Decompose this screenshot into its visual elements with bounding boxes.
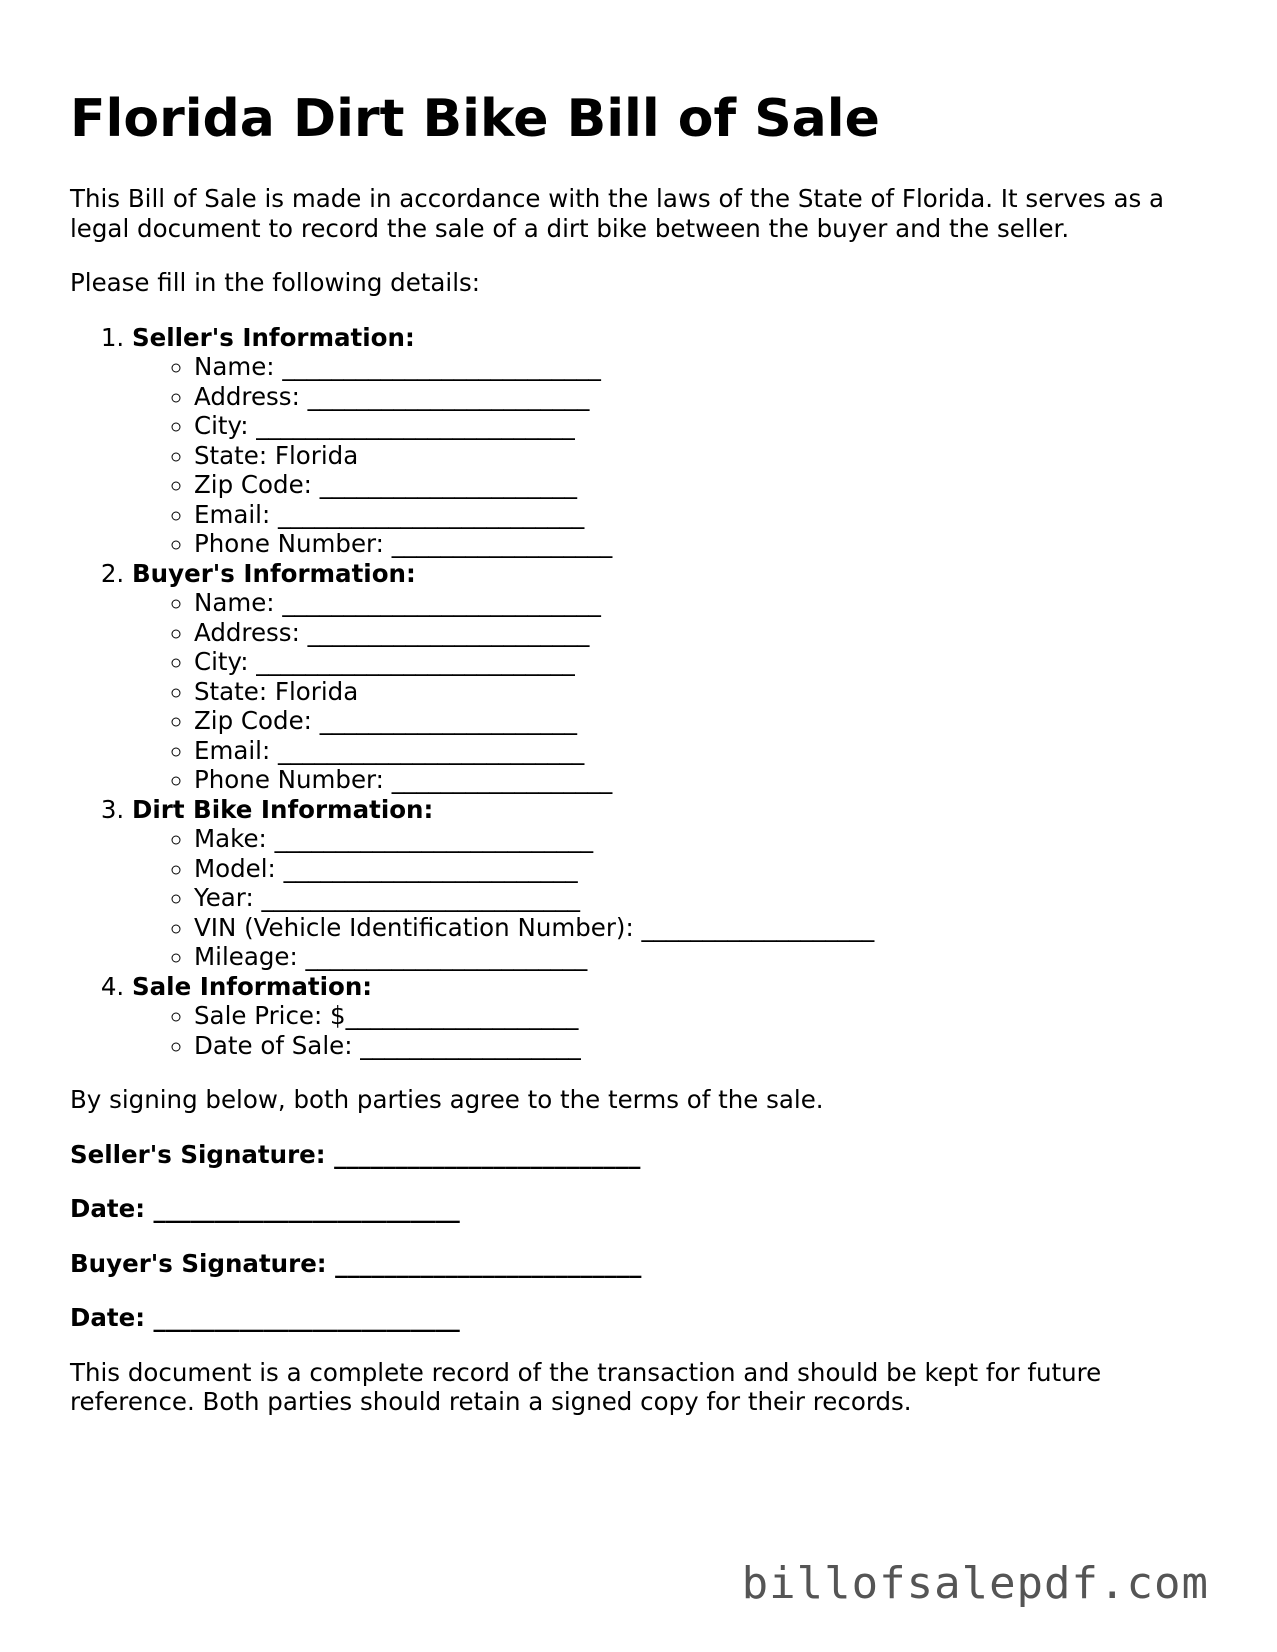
field-sale-price[interactable]: ◦ Sale Price: $___________________ xyxy=(194,1001,1210,1031)
section-title: Seller's Information: xyxy=(132,322,415,352)
field-date-of-sale[interactable]: ◦ Date of Sale: __________________ xyxy=(194,1031,1210,1061)
section-buyer xyxy=(132,559,1210,795)
field-zip-code[interactable]: ◦ Zip Code: _____________________ xyxy=(194,706,1210,736)
field-city[interactable]: ◦ City: __________________________ xyxy=(194,411,1210,441)
section-title: Dirt Bike Information: xyxy=(132,794,434,824)
field-email[interactable]: ◦ Email: _________________________ xyxy=(194,736,1210,766)
intro-paragraph: This Bill of Sale is made in accordance with the laws of the State of Florida. It serves as a legal document to record the sale of a dirt bike between the buyer and the seller. xyxy=(70,184,1165,243)
section-dirt-bike xyxy=(132,795,1210,972)
field-email[interactable]: ◦ Email: _________________________ xyxy=(194,500,1210,530)
field-address[interactable]: ◦ Address: _______________________ xyxy=(194,382,1210,412)
watermark-text: billofsalepdf.com xyxy=(741,1558,1209,1609)
section-sale xyxy=(132,972,1210,1061)
field-model[interactable]: ◦ Model: ________________________ xyxy=(194,854,1210,884)
document-title: Florida Dirt Bike Bill of Sale xyxy=(70,89,880,149)
field-make[interactable]: ◦ Make: __________________________ xyxy=(194,824,1210,854)
field-state: ◦ State: Florida xyxy=(194,441,1210,471)
field-list xyxy=(132,352,1210,559)
buyer-date-line[interactable]: Date: _________________________ xyxy=(70,1303,460,1332)
field-phone-number[interactable]: ◦ Phone Number: __________________ xyxy=(194,529,1210,559)
field-phone-number[interactable]: ◦ Phone Number: __________________ xyxy=(194,765,1210,795)
agreement-text: By signing below, both parties agree to the terms of the sale. xyxy=(70,1085,824,1114)
field-year[interactable]: ◦ Year: __________________________ xyxy=(194,883,1210,913)
document-page xyxy=(70,88,1210,1442)
closing-paragraph: This document is a complete record of the transaction and should be kept for future reference. Both parties should retain a signed copy for their records. xyxy=(70,1357,1102,1416)
sections-list xyxy=(70,323,1210,1061)
field-list xyxy=(132,1001,1210,1060)
field-state: ◦ State: Florida xyxy=(194,677,1210,707)
field-city[interactable]: ◦ City: __________________________ xyxy=(194,647,1210,677)
field-list xyxy=(132,824,1210,972)
section-title: Sale Information: xyxy=(132,971,373,1001)
seller-signature-line[interactable]: Seller's Signature: _________________________ xyxy=(70,1139,641,1169)
field-name[interactable]: ◦ Name: __________________________ xyxy=(194,588,1210,618)
field-name[interactable]: ◦ Name: __________________________ xyxy=(194,352,1210,382)
seller-date-line[interactable]: Date: _________________________ xyxy=(70,1194,460,1223)
section-title: Buyer's Information: xyxy=(132,558,416,588)
section-seller xyxy=(132,323,1210,559)
buyer-signature-line[interactable]: Buyer's Signature: _________________________ xyxy=(70,1248,642,1278)
field-mileage[interactable]: ◦ Mileage: _______________________ xyxy=(194,942,1210,972)
field-zip-code[interactable]: ◦ Zip Code: _____________________ xyxy=(194,470,1210,500)
field-vin[interactable]: ◦ VIN (Vehicle Identification Number): ___________________ xyxy=(194,913,1210,943)
instructions-text: Please fill in the following details: xyxy=(70,268,481,297)
field-address[interactable]: ◦ Address: _______________________ xyxy=(194,618,1210,648)
field-list xyxy=(132,588,1210,795)
